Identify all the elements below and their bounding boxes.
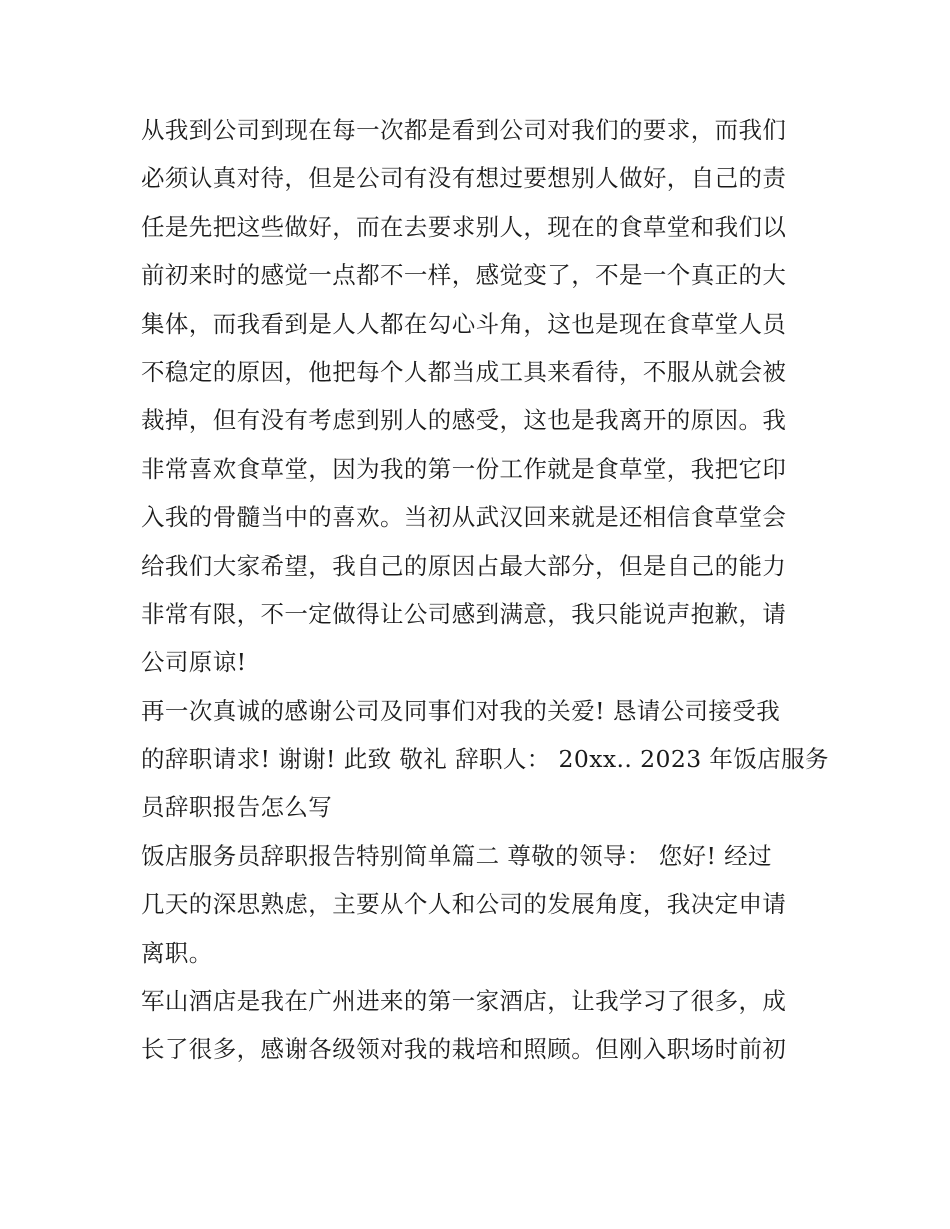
text-line: 公司原谅!	[141, 648, 247, 677]
text-line: 前初来时的感觉一点都不一样，感觉变了，不是一个真正的大	[141, 261, 787, 290]
text-line: 裁掉，但有没有考虑到别人的感受，这也是我离开的原因。我	[141, 406, 787, 435]
text-line: 必须认真对待，但是公司有没有想过要想别人做好，自己的责	[141, 164, 787, 193]
text-line: 长了很多，感谢各级领对我的栽培和照顾。但刚入职场时前初	[141, 1035, 787, 1064]
text-line: 员辞职报告怎么写	[141, 793, 333, 822]
text-line: 非常有限，不一定做得让公司感到满意，我只能说声抱歉，请	[141, 599, 787, 628]
text-line: 从我到公司到现在每一次都是看到公司对我们的要求，而我们	[141, 116, 787, 144]
text-line: 非常喜欢食草堂，因为我的第一份工作就是食草堂，我把它印	[141, 454, 787, 483]
text-line: 饭店服务员辞职报告特别简单篇二 尊敬的领导： 您好! 经过	[141, 841, 772, 870]
text-line: 离职。	[141, 938, 213, 967]
text-line: 几天的深思熟虑，主要从个人和公司的发展角度，我决定申请	[141, 890, 787, 919]
document-body	[141, 106, 829, 1074]
text-line: 集体，而我看到是人人都在勾心斗角，这也是现在食草堂人员	[141, 309, 787, 338]
text-line: 任是先把这些做好，而在去要求别人，现在的食草堂和我们以	[141, 212, 787, 241]
text-line: 军山酒店是我在广州进来的第一家酒店，让我学习了很多，成	[141, 987, 787, 1016]
text-line: 入我的骨髓当中的喜欢。当初从武汉回来就是还相信食草堂会	[141, 503, 787, 532]
text-line: 给我们大家希望，我自己的原因占最大部分，但是自己的能力	[141, 551, 787, 580]
text-line: 再一次真诚的感谢公司及同事们对我的关爱! 恳请公司接受我	[141, 696, 781, 725]
text-line: 不稳定的原因，他把每个人都当成工具来看待，不服从就会被	[141, 357, 787, 386]
text-line: 的辞职请求! 谢谢! 此致 敬礼 辞职人： 20xx.. 2023 年饭店服务	[141, 745, 829, 774]
